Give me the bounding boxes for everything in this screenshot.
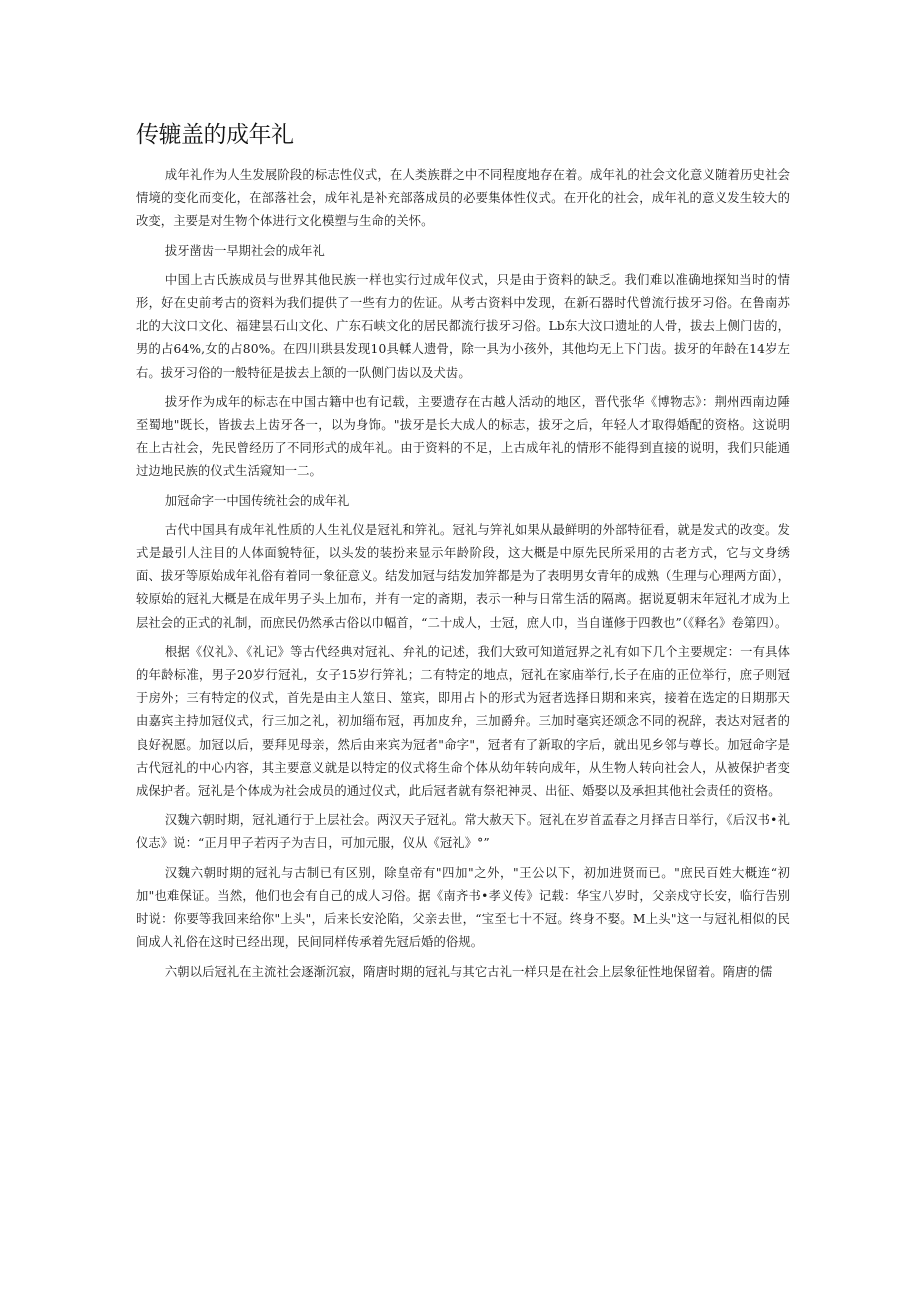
paragraph-intro: 成年礼作为人生发展阶段的标志性仪式，在人类族群之中不同程度地存在着。成年礼的社会文化意义随着历史社会情境的变化而变化，在部落社会，成年礼是补充部落成员的必要集体性仪式。在开化的社会，成年礼的意义发生较大的改变，主要是对生物个体进行文化模塑与生命的关怀。 [136,168,790,229]
paragraph-ancient-records: 拔牙作为成年的标志在中国古籍中也有记载，主要遗存在古越人活动的地区，晋代张华《博物志》：荆州西南边陲至蜀地"既长，皆拔去上齿牙各一，以为身饰。"拔牙是长大成人的标志，拔牙之后，年轻人才取得婚配的资格。这说明在上古社会，先民曾经历了不同形式的成年礼。由于资料的不足，上古成年礼的情形不能得到直接的说明，我们只能通过边地民族的仪式生活窥知一二。 [136,394,790,479]
paragraph-han-wei: 汉魏六朝时期，冠礼通行于上层社会。两汉天子冠礼。常大赦天下。冠礼在岁首孟春之月择吉日举行，《后汉书•礼仪志》说：“正月甲子若丙子为吉日，可加元服，仪从《冠礼》°” [136,813,790,851]
paragraph-capping-hairpin: 古代中国具有成年礼性质的人生礼仪是冠礼和笄礼。冠礼与笄礼如果从最鲜明的外部特征看，就是发式的改变。发式是最引人注目的人体面貌特征，以头发的装扮来显示年龄阶段，这大概是中原先民所采用的古老方式，它与文身绣面、拔牙等原始成年礼俗有着同一象征意义。结发加冠与结发加笄都是为了表明男女青年的成熟（生理与心理两方面），较原始的冠礼大概是在成年男子头上加布，并有一定的斋期，表示一种与日常生活的隔离。据说夏朝末年冠礼才成为上层社会的正式的礼制，而庶民仍然承古俗以巾幅首，“二十成人，士冠，庶人巾，当自谨修于四教也”（《释名》卷第四）。 [136,522,790,630]
paragraph-sui-tang: 六朝以后冠礼在主流社会逐渐沉寂，隋唐时期的冠礼与其它古礼一样只是在社会上层象征性地保留着。隋唐的儒 [164,964,773,979]
paragraph-rites-classics: 根据《仪礼》、《礼记》等古代经典对冠礼、弁礼的记述，我们大致可知道冠界之礼有如下几个主要规定：一有具体的年龄标准，男子20岁行冠礼，女子15岁行笄礼；二有特定的地点，冠礼在家庙举行,长子在庙的正位举行，庶子则冠于房外；三有特定的仪式，首先是由主人筮日、筮宾，即用占卜的形式为冠者选择日期和来宾，接着在选定的日期那天由嘉宾主持加冠仪式，行三加之礼，初加缁布冠，再加皮弁，三加爵弁。三加时毫宾还颂念不同的祝辞，表达对冠者的良好祝愿。加冠以后，要拜见母亲，然后由来宾为冠者"命字"，冠者有了新取的字后，就出见乡邻与尊长。加冠命字是古代冠礼的中心内容，其主要意义就是以特定的仪式将生命个体从幼年转向成年，从生物人转向社会人，从被保护者变成保护者。冠礼是个体成为社会成员的通过仪式，此后冠者就有祭祀神灵、出征、婚娶以及承担其他社会责任的资格。 [136,644,790,799]
section-heading-tooth-extraction: 拔牙凿齿一早期社会的成年礼 [164,243,325,258]
document-title: 传辘盖的成年礼 [136,122,294,148]
paragraph-archaeology: 中国上古氏族成员与世界其他民族一样也实行过成年仪式，只是由于资料的缺乏。我们难以准确地探知当时的情形，好在史前考古的资料为我们提供了一些有力的佐证。从考古资料中发现，在新石器时代曾流行拔牙习俗。在鲁南苏北的大汶口文化、福建昙石山文化、广东石峡文化的居民都流行拔牙习俗。Lb东大汶口遗址的人骨，拔去上侧门齿的，男的占64%,女的占80%。在四川珙县发现10具輮人遗骨，除一具为小孩外，其他均无上下门齿。拔牙的年龄在14岁左右。拔牙习俗的一般特征是拔去上颔的一队侧门齿以及犬齿。 [136,272,790,380]
paragraph-han-wei-differences: 汉魏六朝时期的冠礼与古制已有区别，除皇帝有"四加"之外，"王公以下，初加进贤而已。"庶民百姓大概连“初加"也难保证。当然，他们也会有自己的成人习俗。据《南齐书•孝义传》记载：华宝八岁时，父亲戍守长安，临行告别时说：你要等我回来给你"上头"，后来长安沦陷，父亲去世，“宝至七十不冠。终身不娶。M上头"这一与冠礼相似的民间成人礼俗在这时已经出现，民间同样传承着先冠后婚的俗规。 [136,865,790,950]
section-heading-capping: 加冠命字一中国传统社会的成年礼 [164,493,350,508]
document-page [136,118,790,990]
